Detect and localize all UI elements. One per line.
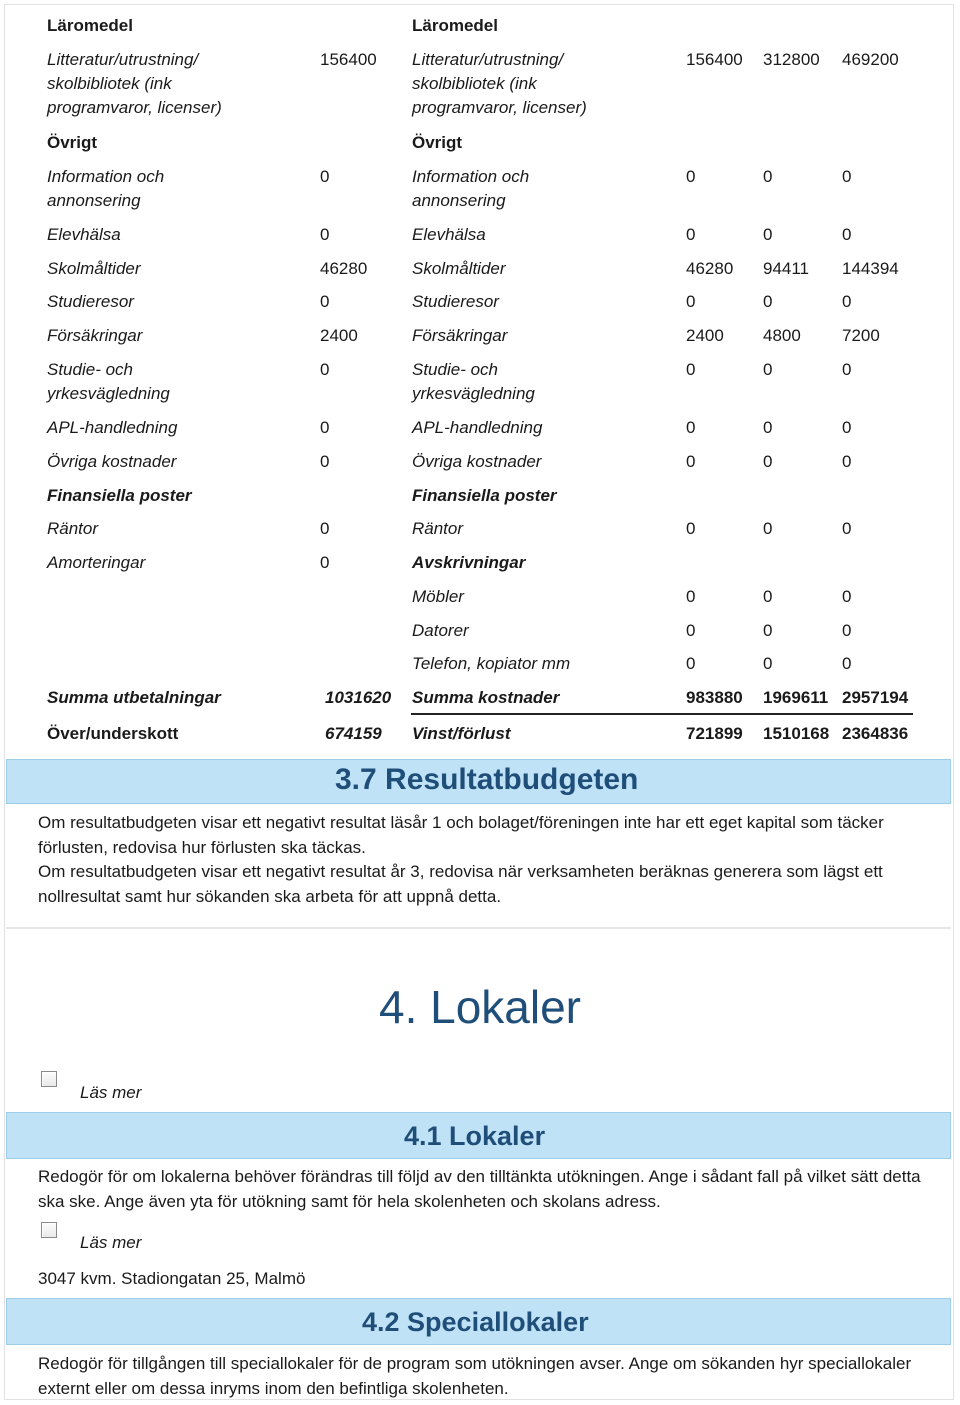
left-row-label: Information och annonsering <box>47 167 165 210</box>
left-row-value: 0 <box>320 418 330 437</box>
left-row-label: Övrigt <box>47 133 98 152</box>
right-row-year2: 0 <box>763 167 773 186</box>
right-row-label: Skolmåltider <box>412 259 506 278</box>
right-row-label: Möbler <box>412 587 464 606</box>
section-4-2-banner <box>6 1298 951 1345</box>
read-more-checkbox-4-1[interactable] <box>41 1222 57 1238</box>
right-result-year2: 1510168 <box>763 724 830 743</box>
right-sum-year1: 983880 <box>686 688 743 707</box>
right-row-label: Försäkringar <box>412 326 508 345</box>
right-row-year3: 0 <box>842 167 852 186</box>
right-row-year3: 7200 <box>842 326 880 345</box>
right-sum-year2: 1969611 <box>763 688 829 707</box>
right-row-year2: 312800 <box>763 50 820 69</box>
right-row-year1: 156400 <box>686 50 743 69</box>
right-row-year3: 0 <box>842 587 852 606</box>
right-row-label: Elevhälsa <box>412 225 486 244</box>
left-sum-value: 1031620 <box>325 688 392 707</box>
right-row-label: Information och annonsering <box>412 167 530 210</box>
right-row-label: Telefon, kopiator mm <box>412 654 571 673</box>
left-row-label: Elevhälsa <box>47 225 121 244</box>
left-row-label: Studieresor <box>47 292 134 311</box>
left-row-value: 0 <box>320 519 330 538</box>
right-row-year3: 0 <box>842 225 852 244</box>
right-row-year2: 0 <box>763 225 773 244</box>
left-result-label: Över/underskott <box>47 724 179 743</box>
chapter-4-title: 4. Lokaler <box>378 981 581 1033</box>
right-row-label: Avskrivningar <box>412 553 526 572</box>
right-row-year1: 0 <box>686 418 696 437</box>
left-row-value: 0 <box>320 360 330 379</box>
left-row-label: Finansiella poster <box>47 486 192 505</box>
right-row-year1: 2400 <box>686 326 724 345</box>
left-result-value: 674159 <box>325 724 382 743</box>
left-row-value: 0 <box>320 452 330 471</box>
read-more-label-4-1[interactable]: Läs mer <box>80 1233 142 1252</box>
right-row-year3: 0 <box>842 418 852 437</box>
right-row-year3: 469200 <box>842 50 899 69</box>
section-4-1-paragraph: Redogör för om lokalerna behöver förändras till följd av den tilltänkta utökningen. Ange i sådant fall på vilket sätt detta ska ske. Ange även yta för utökning samt för hela skolenheten och skolans adress. <box>38 1167 921 1211</box>
right-row-year2: 0 <box>763 654 773 673</box>
section-4-2-paragraph: Redogör för tillgången till speciallokaler för de program som utökningen avser. Ange om sökanden hyr speciallokaler externt eller om dessa inryms inom den befintliga skolenheten. <box>38 1354 912 1398</box>
right-row-label: Finansiella poster <box>412 486 557 505</box>
left-row-label: Övriga kostnader <box>47 452 177 471</box>
right-row-year2: 0 <box>763 519 773 538</box>
right-row-year1: 0 <box>686 225 696 244</box>
section-3-7-title: 3.7 Resultatbudgeten <box>335 763 639 796</box>
left-sum-label: Summa utbetalningar <box>47 688 221 707</box>
right-row-label: Datorer <box>412 621 469 640</box>
right-row-year3: 0 <box>842 452 852 471</box>
right-result-year3: 2364836 <box>842 724 909 743</box>
left-row-label: Skolmåltider <box>47 259 141 278</box>
left-row-label: Försäkringar <box>47 326 143 345</box>
right-row-year3: 144394 <box>842 259 899 278</box>
left-row-value: 156400 <box>320 50 377 69</box>
right-row-year1: 0 <box>686 621 696 640</box>
right-row-year2: 4800 <box>763 326 801 345</box>
right-row-year2: 0 <box>763 292 773 311</box>
left-row-label: Läromedel <box>47 16 133 35</box>
left-row-label: APL-handledning <box>47 418 178 437</box>
right-row-label: Läromedel <box>412 16 498 35</box>
right-row-year3: 0 <box>842 654 852 673</box>
left-row-value: 2400 <box>320 326 358 345</box>
left-row-label: Litteratur/utrustning/ skolbibliotek (ink programvaror, licenser) <box>47 50 222 117</box>
right-row-year1: 0 <box>686 519 696 538</box>
left-row-value: 0 <box>320 292 330 311</box>
right-row-year2: 0 <box>763 621 773 640</box>
right-row-year1: 0 <box>686 654 696 673</box>
left-row-label: Amorteringar <box>47 553 146 572</box>
left-row-value: 0 <box>320 553 330 572</box>
section-4-1-answer: 3047 kvm. Stadiongatan 25, Malmö <box>38 1269 306 1288</box>
right-row-year3: 0 <box>842 621 852 640</box>
right-row-year3: 0 <box>842 519 852 538</box>
right-row-year2: 0 <box>763 587 773 606</box>
section-3-7-banner <box>6 759 951 804</box>
read-more-checkbox[interactable] <box>41 1071 57 1087</box>
right-row-label: Studieresor <box>412 292 499 311</box>
read-more-label[interactable]: Läs mer <box>80 1083 142 1102</box>
section-3-7-paragraph-2: Om resultatbudgeten visar ett negativt resultat år 3, redovisa när verksamheten beräknas generera som lägst ett nollresultat samt hur sökanden ska arbeta för att uppnå detta. <box>38 862 883 906</box>
right-row-label: Övrigt <box>412 133 463 152</box>
left-row-value: 46280 <box>320 259 368 278</box>
right-sum-label: Summa kostnader <box>412 688 560 707</box>
right-row-year2: 0 <box>763 418 773 437</box>
right-row-year1: 0 <box>686 360 696 379</box>
right-row-year2: 94411 <box>763 259 810 278</box>
right-row-year2: 0 <box>763 452 773 471</box>
right-row-label: Räntor <box>412 519 464 538</box>
right-row-year2: 0 <box>763 360 773 379</box>
right-result-label: Vinst/förlust <box>412 724 511 743</box>
section-3-7-paragraph-1: Om resultatbudgeten visar ett negativt resultat läsår 1 och bolaget/föreningen inte har ett eget kapital som täcker förlusten, redovisa hur förlusten ska täckas. <box>38 813 884 857</box>
right-sum-year3: 2957194 <box>842 688 909 707</box>
section-4-1-banner <box>6 1112 951 1159</box>
section-4-1-title: 4.1 Lokaler <box>404 1121 546 1151</box>
right-row-year3: 0 <box>842 292 852 311</box>
right-row-year1: 0 <box>686 452 696 471</box>
right-result-year1: 721899 <box>686 724 743 743</box>
right-row-label: Övriga kostnader <box>412 452 542 471</box>
right-row-year1: 0 <box>686 167 696 186</box>
right-row-year3: 0 <box>842 360 852 379</box>
right-row-label: APL-handledning <box>412 418 543 437</box>
section-4-2-title: 4.2 Speciallokaler <box>362 1307 589 1337</box>
right-row-label: Litteratur/utrustning/ skolbibliotek (ink programvaror, licenser) <box>412 50 587 117</box>
left-row-label: Räntor <box>47 519 99 538</box>
left-row-value: 0 <box>320 225 330 244</box>
left-row-label: Studie- och yrkesvägledning <box>47 360 170 403</box>
right-row-year1: 0 <box>686 292 696 311</box>
left-row-value: 0 <box>320 167 330 186</box>
sum-underline <box>411 713 913 715</box>
right-row-year1: 0 <box>686 587 696 606</box>
right-row-label: Studie- och yrkesvägledning <box>412 360 535 403</box>
right-row-year1: 46280 <box>686 259 734 278</box>
section-divider <box>6 927 951 929</box>
